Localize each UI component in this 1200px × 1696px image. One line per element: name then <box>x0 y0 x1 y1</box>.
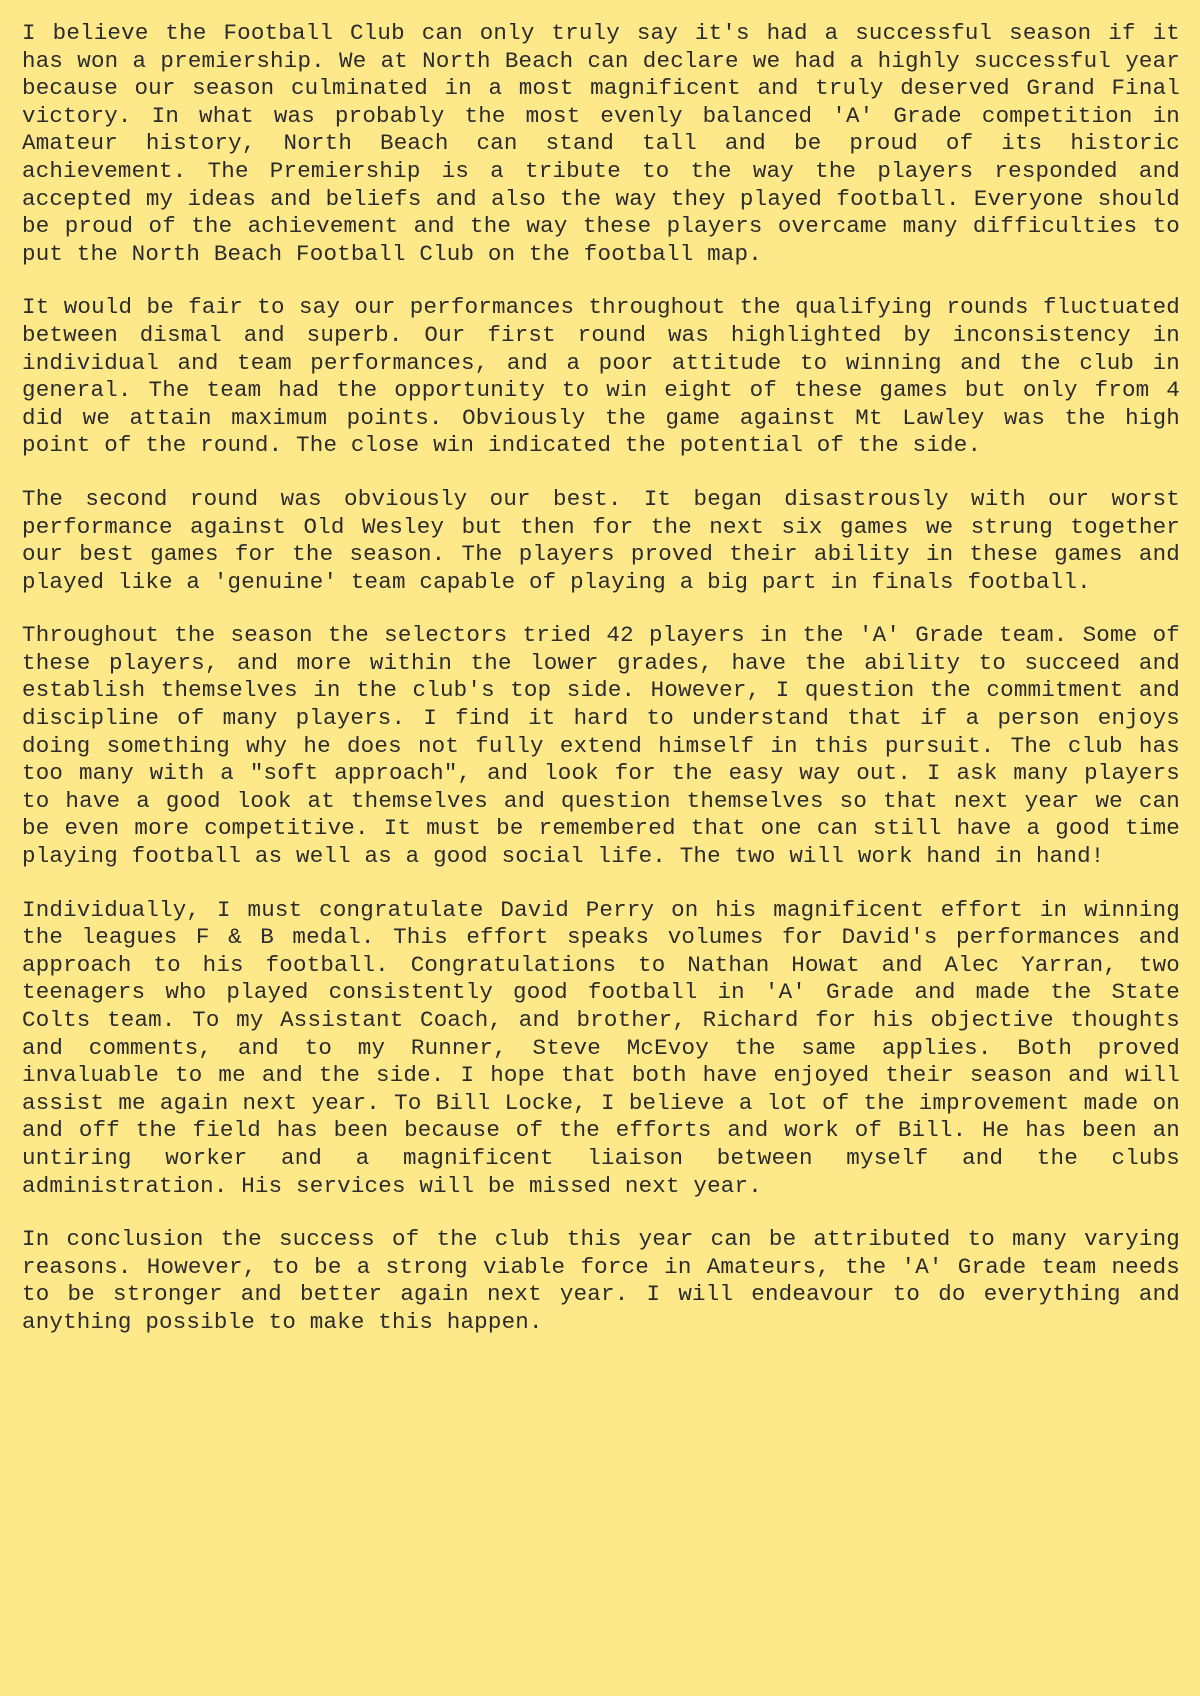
coach-report-body <box>22 20 1180 1363</box>
paragraph-1: I believe the Football Club can only truly say it's had a successful season if it has won a premiership. We at North Beach can declare we had a highly successful year because our season culminated in a most magnificent and truly deserved Grand Final victory. In what was probably the most evenly balanced 'A' Grade competition in Amateur history, North Beach can stand tall and be proud of its historic achievement. The Premiership is a tribute to the way the players responded and accepted my ideas and beliefs and also the way they played football. Everyone should be proud of the achievement and the way these players overcame many difficulties to put the North Beach Football Club on the football map. <box>22 20 1180 267</box>
paragraph-4: Throughout the season the selectors tried 42 players in the 'A' Grade team. Some of these players, and more within the lower grades, have the ability to succeed and establish themselves in the club's top side. However, I question the commitment and discipline of many players. I find it hard to understand that if a person enjoys doing something why he does not fully extend himself in this pursuit. The club has too many with a "soft approach", and look for the easy way out. I ask many players to have a good look at themselves and question themselves so that next year we can be even more competitive. It must be remembered that one can still have a good time playing football as well as a good social life. The two will work hand in hand! <box>22 622 1180 870</box>
paragraph-3: The second round was obviously our best. It began disastrously with our worst performance against Old Wesley but then for the next six games we strung together our best games for the season. The players proved their ability in these games and played like a 'genuine' team capable of playing a big part in finals football. <box>22 485 1180 595</box>
paragraph-2: It would be fair to say our performances throughout the qualifying rounds fluctuated between dismal and superb. Our first round was highlighted by inconsistency in individual and team performances, and a poor attitude to winning and the club in general. The team had the opportunity to win eight of these games but only from 4 did we attain maximum points. Obviously the game against Mt Lawley was the high point of the round. The close win indicated the potential of the side. <box>22 294 1180 459</box>
paragraph-5: Individually, I must congratulate David Perry on his magnificent effort in winning the leagues F & B medal. This effort speaks volumes for David's performances and approach to his football. Congratulations to Nathan Howat and Alec Yarran, two teenagers who played consistently good football in 'A' Grade and made the State Colts team. To my Assistant Coach, and brother, Richard for his objective thoughts and comments, and to my Runner, Steve McEvoy the same applies. Both proved invaluable to me and the side. I hope that both have enjoyed their season and will assist me again next year. To Bill Locke, I believe a lot of the improvement made on and off the field has been because of the efforts and work of Bill. He has been an untiring worker and a magnificent liaison between myself and the clubs administration. His services will be missed next year. <box>22 896 1180 1199</box>
paragraph-6: In conclusion the success of the club this year can be attributed to many varying reasons. However, to be a strong viable force in Amateurs, the 'A' Grade team needs to be stronger and better again next year. I will endeavour to do everything and anything possible to make this happen. <box>22 1226 1180 1335</box>
